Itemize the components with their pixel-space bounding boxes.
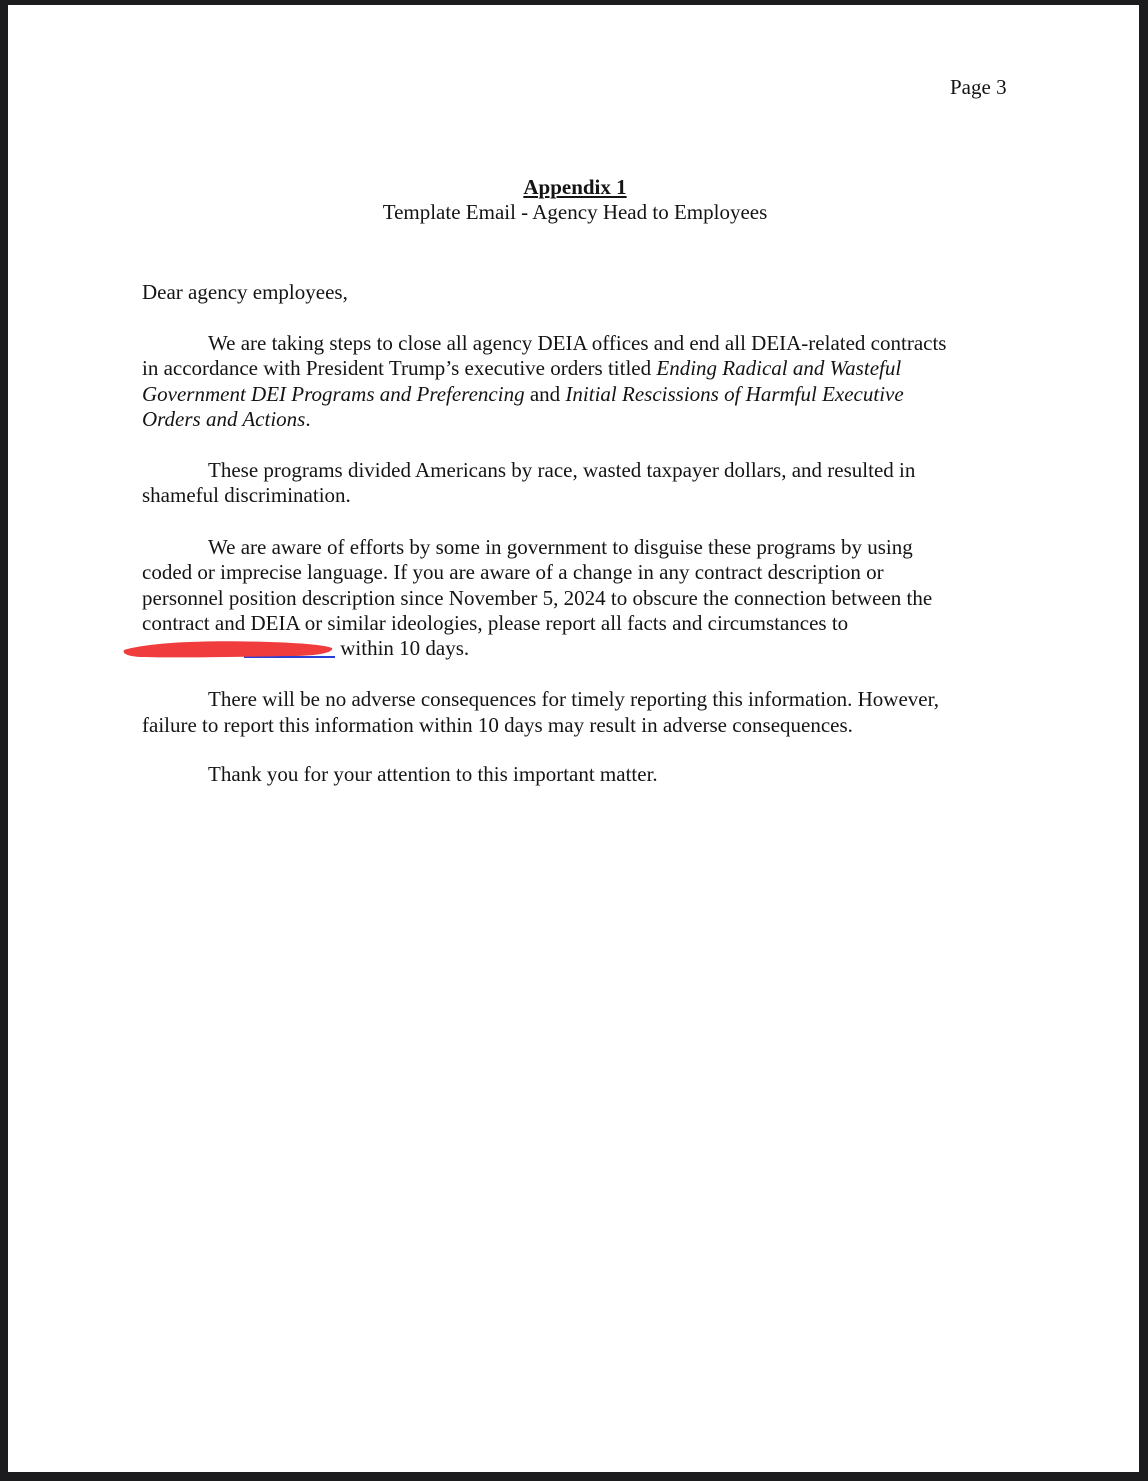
paragraph-3-line: contract and DEIA or similar ideologies, please report all facts and circumstances to — [142, 611, 849, 635]
appendix-subtitle: Template Email - Agency Head to Employees — [382, 200, 768, 224]
order-title-2: Initial Rescissions of Harmful Executive — [565, 382, 904, 406]
paragraph-2-line: These programs divided Americans by race, wasted taxpayer dollars, and resulted in — [208, 458, 916, 482]
text-span: in accordance with President Trump’s executive orders titled — [142, 356, 657, 380]
paragraph-1-line: We are taking steps to close all agency DEIA offices and end all DEIA-related contracts — [208, 331, 947, 355]
text-span: . — [305, 407, 311, 431]
page-number: Page 3 — [950, 75, 1007, 99]
appendix-title: Appendix 1 — [523, 175, 627, 199]
text-span: and — [524, 382, 566, 406]
paragraph-1-line — [142, 407, 311, 432]
order-title-1: Government DEI Programs and Preferencing — [142, 382, 525, 406]
paragraph-4-line: failure to report this information within 10 days may result in adverse consequences. — [142, 713, 853, 737]
paragraph-1-line — [142, 382, 904, 407]
paragraph-2-line: shameful discrimination. — [142, 483, 351, 507]
closing-line: Thank you for your attention to this important matter. — [208, 762, 658, 786]
redaction-mark — [120, 636, 335, 660]
text-span: within 10 days. — [335, 636, 470, 660]
salutation: Dear agency employees, — [142, 280, 348, 304]
paragraph-4-line: There will be no adverse consequences for timely reporting this information. However, — [208, 687, 940, 711]
order-title-1: Ending Radical and Wasteful — [656, 356, 902, 380]
paragraph-1-line — [142, 356, 901, 381]
paragraph-3-line: personnel position description since November 5, 2024 to obscure the connection between the — [142, 586, 933, 610]
document-page — [8, 5, 1139, 1472]
paragraph-3-line: coded or imprecise language. If you are aware of a change in any contract description or — [142, 560, 884, 584]
paragraph-3-line: We are aware of efforts by some in government to disguise these programs by using — [208, 535, 913, 559]
order-title-2: Orders and Actions — [142, 407, 306, 431]
